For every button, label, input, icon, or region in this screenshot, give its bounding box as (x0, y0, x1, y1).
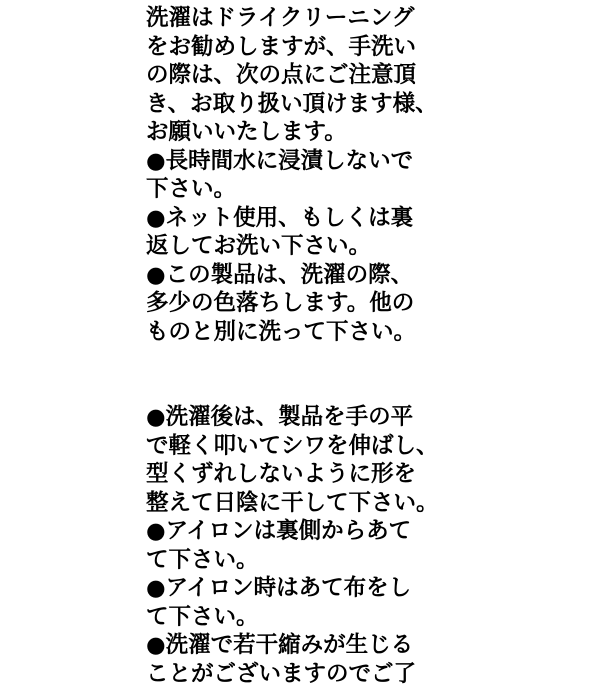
bullet-drying: ●洗濯後は、製品を手の平 (146, 403, 456, 432)
care-instructions-text (146, 4, 456, 688)
instruction-line: 整えて日陰に干して下さい。 (146, 489, 456, 518)
instruction-line: 返してお洗い下さい。 (146, 232, 456, 261)
instruction-line: をお勧めしますが、手洗い (146, 33, 456, 62)
instruction-line: お願いいたします。 (146, 118, 456, 147)
instruction-line: 多少の色落ちします。他の (146, 289, 456, 318)
instruction-line: き、お取り扱い頂けます様、 (146, 90, 456, 119)
bullet-color-fade: ●この製品は、洗濯の際、 (146, 261, 456, 290)
bullet-ironing-reverse: ●アイロンは裏側からあて (146, 517, 456, 546)
bullet-ironing-cloth: ●アイロン時はあて布をし (146, 574, 456, 603)
instruction-line: て下さい。 (146, 546, 456, 575)
bullet-shrinkage: ●洗濯で若干縮みが生じる (146, 631, 456, 660)
instruction-line: ものと別に洗って下さい。 (146, 318, 456, 347)
instruction-line: で軽く叩いてシワを伸ばし、 (146, 432, 456, 461)
instruction-line: て下さい。 (146, 603, 456, 632)
bullet-soaking: ●長時間水に浸漬しないで (146, 147, 456, 176)
bullet-net: ●ネット使用、もしくは裏 (146, 204, 456, 233)
instruction-line: 型くずれしないように形を (146, 460, 456, 489)
instruction-line: 洗濯はドライクリーニング (146, 4, 456, 33)
instruction-line: ことがございますのでご了 (146, 660, 456, 688)
paragraph-gap (146, 346, 456, 403)
instruction-line: 下さい。 (146, 175, 456, 204)
instruction-line: の際は、次の点にご注意頂 (146, 61, 456, 90)
